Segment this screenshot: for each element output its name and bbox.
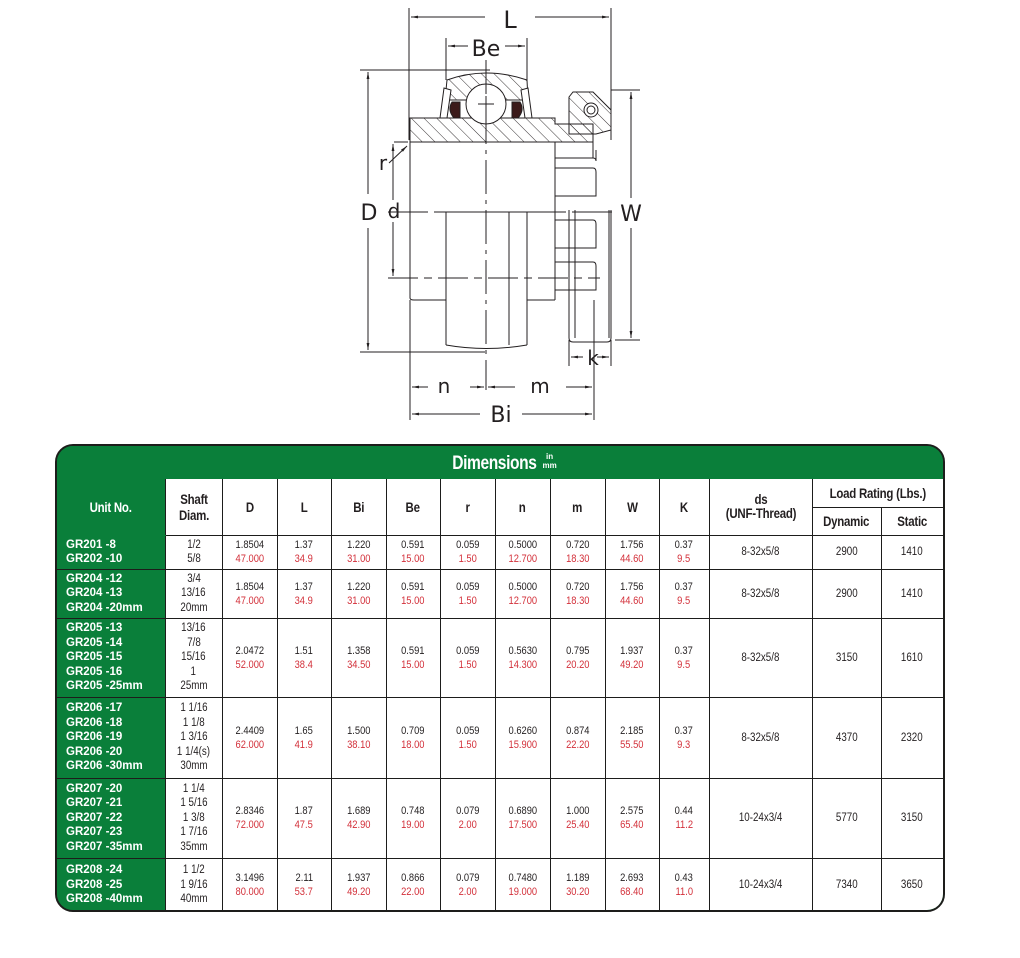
shaft-diam: 35mm	[179, 840, 208, 853]
unit-no: GR208 -40mm	[66, 893, 143, 905]
dim-n-mm: 12.700	[508, 553, 537, 565]
dim-Be-mm: 18.00	[401, 738, 425, 751]
dim-m-mm: 18.30	[565, 553, 590, 565]
unit-no: GR206 -17	[66, 702, 123, 715]
shaft-diam: 1/2	[186, 538, 201, 551]
shaft-diam: 1 5/16	[179, 797, 208, 810]
dim-D-mm: 72.000	[235, 819, 264, 831]
dim-Be-cell	[386, 569, 440, 618]
table-row	[57, 697, 943, 778]
unit-no: GR206 -19	[66, 731, 123, 744]
unit-no: GR208 -25	[66, 878, 123, 891]
dim-Bi-cell	[331, 618, 386, 697]
unit-no: GR204 -12	[66, 572, 123, 585]
dimension-r	[389, 146, 407, 163]
dim-n-mm: 14.300	[508, 658, 537, 671]
dim-W-in: 1.756	[620, 539, 644, 551]
dim-r-mm: 1.50	[458, 553, 477, 565]
dim-n-in: 0.6260	[508, 724, 537, 737]
dynamic-load-cell	[812, 697, 881, 778]
shaft-diam: 30mm	[179, 760, 208, 773]
dynamic-load-cell	[812, 618, 881, 697]
shaft-diam-cell	[165, 778, 222, 858]
dynamic-load: 4370	[835, 731, 858, 744]
dim-W-mm: 65.40	[620, 819, 644, 831]
dim-n-cell	[495, 618, 550, 697]
unit-no: GR207 -23	[66, 826, 123, 839]
dim-L-mm: 34.9	[294, 594, 314, 607]
header-W: W	[605, 479, 659, 535]
dim-K-in: 0.37	[674, 539, 694, 551]
dim-D-in: 1.8504	[235, 539, 264, 551]
label-D: D	[360, 201, 378, 226]
dim-D-cell	[222, 535, 277, 569]
dim-K-cell	[659, 858, 709, 911]
table-row	[57, 535, 943, 569]
dim-W-in: 2.693	[620, 871, 644, 884]
dim-K-in: 0.37	[674, 724, 694, 737]
dim-Be-in: 0.748	[401, 805, 425, 817]
dim-r-cell	[440, 569, 495, 618]
dim-Bi-mm: 34.50	[346, 658, 371, 671]
dim-W-mm: 44.60	[620, 594, 644, 607]
unit-no: GR205 -25mm	[66, 680, 143, 693]
dim-W-in: 1.756	[620, 580, 644, 593]
dim-m-cell	[550, 569, 605, 618]
dim-n-mm: 12.700	[508, 594, 537, 607]
dim-m-in: 0.874	[565, 724, 590, 737]
unit-no: GR206 -18	[66, 716, 123, 729]
dim-n-in: 0.6890	[508, 805, 537, 817]
header-load-rating: Load Rating (Lbs.)	[812, 479, 943, 507]
dim-m-in: 1.000	[565, 805, 590, 817]
dim-D-mm: 62.000	[235, 738, 264, 751]
dim-D-in: 2.8346	[235, 805, 264, 817]
dim-L-mm: 38.4	[294, 658, 314, 671]
dim-Bi-mm: 31.00	[346, 553, 371, 565]
unit-no-cell	[57, 697, 165, 778]
header-n: n	[495, 479, 550, 535]
dim-m-mm: 25.40	[565, 819, 590, 831]
dim-n-cell	[495, 535, 550, 569]
dim-K-cell	[659, 778, 709, 858]
header-m: m	[550, 479, 605, 535]
header-L: L	[277, 479, 331, 535]
dynamic-load: 2900	[835, 587, 858, 600]
table-row	[57, 618, 943, 697]
dim-n-in: 0.5000	[508, 539, 537, 551]
dim-m-mm: 22.20	[565, 738, 590, 751]
shaft-diam: 1 1/8	[182, 716, 205, 729]
dim-L-in: 1.65	[294, 724, 314, 737]
dim-D-mm: 47.000	[235, 594, 264, 607]
dim-D-mm: 80.000	[235, 885, 264, 898]
table-row	[57, 569, 943, 618]
dim-Be-mm: 19.00	[401, 819, 425, 831]
dim-D-in: 2.0472	[235, 644, 264, 657]
table-body	[57, 535, 943, 911]
dim-n-mm: 17.500	[508, 819, 537, 831]
dim-r-in: 0.059	[455, 644, 480, 657]
static-load: 1410	[901, 546, 924, 558]
dim-Be-cell	[386, 618, 440, 697]
shaft-diam: 25mm	[179, 680, 208, 693]
dim-m-mm: 18.30	[565, 594, 590, 607]
dim-Bi-mm: 38.10	[346, 738, 371, 751]
dim-W-mm: 55.50	[620, 738, 644, 751]
dim-Bi-in: 1.358	[346, 644, 371, 657]
unit-no: GR206 -20	[66, 745, 123, 758]
dim-Bi-in: 1.689	[346, 805, 371, 817]
dim-K-cell	[659, 535, 709, 569]
dim-D-mm: 52.000	[235, 658, 264, 671]
dynamic-load-cell	[812, 535, 881, 569]
dim-K-mm: 9.5	[677, 658, 691, 671]
static-load-cell	[881, 778, 943, 858]
dim-Be-mm: 15.00	[401, 553, 425, 565]
dim-m-mm: 30.20	[565, 885, 590, 898]
shaft-diam: 20mm	[179, 601, 208, 614]
dim-L-mm: 53.7	[294, 885, 314, 898]
dim-D-in: 2.4409	[235, 724, 264, 737]
dim-Be-mm: 22.00	[401, 885, 425, 898]
shaft-diam: 3/4	[186, 572, 201, 585]
dim-D-in: 1.8504	[235, 580, 264, 593]
dim-D-cell	[222, 697, 277, 778]
dim-m-cell	[550, 697, 605, 778]
dim-Bi-cell	[331, 778, 386, 858]
dim-n-mm: 19.000	[508, 885, 537, 898]
static-load-cell	[881, 858, 943, 911]
dim-L-in: 1.51	[294, 644, 314, 657]
dim-r-mm: 2.00	[458, 819, 477, 831]
dim-Be-mm: 15.00	[401, 658, 425, 671]
shaft-diam: 1 1/4	[182, 782, 205, 795]
dim-m-cell	[550, 778, 605, 858]
dim-L-cell	[277, 569, 331, 618]
shaft-diam: 13/16	[181, 622, 206, 635]
unit-no-cell	[57, 535, 165, 569]
dim-Be-in: 0.866	[401, 871, 425, 884]
dynamic-load-cell	[812, 778, 881, 858]
ds-thread: 10-24x3/4	[738, 812, 783, 824]
dim-r-cell	[440, 697, 495, 778]
dim-Bi-cell	[331, 858, 386, 911]
dim-W-cell	[605, 778, 659, 858]
unit-no-cell	[57, 618, 165, 697]
dim-D-cell	[222, 858, 277, 911]
dim-r-cell	[440, 618, 495, 697]
dim-Bi-in: 1.937	[346, 871, 371, 884]
dim-K-in: 0.43	[674, 871, 694, 884]
dim-W-cell	[605, 535, 659, 569]
shaft-diam-cell	[165, 858, 222, 911]
table-title: Dimensions	[452, 453, 537, 474]
ds-thread: 8-32x5/8	[741, 587, 780, 600]
dim-W-cell	[605, 618, 659, 697]
dim-L-mm: 41.9	[294, 738, 314, 751]
unit-no: GR207 -20	[66, 782, 123, 795]
dim-L-in: 1.37	[294, 539, 314, 551]
unit-no: GR201 -8	[66, 538, 116, 551]
dim-Be-in: 0.591	[401, 580, 425, 593]
header-r: r	[440, 479, 495, 535]
dim-L-cell	[277, 618, 331, 697]
dim-K-cell	[659, 618, 709, 697]
shaft-diam: 13/16	[181, 587, 206, 600]
dim-K-mm: 9.5	[677, 594, 691, 607]
dim-Be-in: 0.591	[401, 644, 425, 657]
dynamic-load: 3150	[835, 651, 858, 664]
static-load-cell	[881, 569, 943, 618]
label-n: n	[437, 374, 451, 398]
dim-r-in: 0.059	[455, 724, 480, 737]
ds-thread-cell	[709, 569, 812, 618]
header-Bi: Bi	[331, 479, 386, 535]
shaft-diam: 5/8	[186, 553, 201, 565]
header-dynamic: Dynamic	[812, 507, 881, 535]
dim-Bi-cell	[331, 697, 386, 778]
dim-n-cell	[495, 569, 550, 618]
dim-K-cell	[659, 569, 709, 618]
dimensions-table-panel	[55, 444, 945, 912]
dim-K-mm: 9.3	[677, 738, 691, 751]
unit-no-cell	[57, 858, 165, 911]
static-load-cell	[881, 535, 943, 569]
ds-thread-cell	[709, 858, 812, 911]
dim-r-cell	[440, 778, 495, 858]
dim-Bi-mm: 49.20	[346, 885, 371, 898]
dim-m-cell	[550, 535, 605, 569]
dim-Bi-in: 1.220	[346, 539, 371, 551]
ds-thread: 8-32x5/8	[741, 546, 780, 558]
unit-no: GR205 -13	[66, 622, 123, 635]
dim-Bi-cell	[331, 535, 386, 569]
dim-r-in: 0.059	[455, 580, 480, 593]
dim-m-in: 0.720	[565, 580, 590, 593]
header-static: Static	[881, 507, 943, 535]
dim-Bi-mm: 42.90	[346, 819, 371, 831]
dim-L-in: 1.87	[294, 805, 314, 817]
dim-n-cell	[495, 778, 550, 858]
shaft-diam: 7/8	[186, 636, 201, 649]
dim-m-cell	[550, 618, 605, 697]
static-load: 2320	[901, 731, 924, 744]
unit-no: GR204 -13	[66, 587, 123, 600]
shaft-diam: 1	[190, 665, 197, 678]
dim-W-mm: 68.40	[620, 885, 644, 898]
dim-r-mm: 1.50	[458, 738, 477, 751]
dim-W-in: 2.185	[620, 724, 644, 737]
dim-m-cell	[550, 858, 605, 911]
shaft-diam-cell	[165, 569, 222, 618]
dim-D-cell	[222, 618, 277, 697]
dim-r-cell	[440, 535, 495, 569]
ds-thread: 8-32x5/8	[741, 731, 780, 744]
dynamic-load: 5770	[835, 812, 858, 824]
table-row	[57, 858, 943, 911]
dim-L-cell	[277, 697, 331, 778]
static-load: 1610	[901, 651, 924, 664]
ds-thread: 10-24x3/4	[738, 878, 783, 891]
dimensions-table	[57, 479, 943, 911]
dim-W-cell	[605, 569, 659, 618]
dim-n-in: 0.7480	[508, 871, 537, 884]
dim-m-in: 0.795	[565, 644, 590, 657]
shaft-diam: 1 3/8	[182, 811, 205, 824]
label-W: W	[620, 202, 642, 227]
dim-K-mm: 9.5	[677, 553, 691, 565]
shaft-diam: 1 1/4(s)	[176, 745, 211, 758]
dynamic-load: 2900	[835, 546, 858, 558]
header-D: D	[222, 479, 277, 535]
unit-no: GR208 -24	[66, 864, 123, 876]
dim-n-in: 0.5630	[508, 644, 537, 657]
dim-D-in: 3.1496	[235, 871, 264, 884]
unit-no: GR207 -21	[66, 797, 123, 810]
dim-W-mm: 49.20	[620, 658, 644, 671]
unit-no-cell	[57, 569, 165, 618]
unit-no: GR207 -35mm	[66, 840, 143, 853]
dim-D-cell	[222, 778, 277, 858]
unit-no: GR204 -20mm	[66, 601, 143, 614]
shaft-diam: 1 7/16	[179, 826, 208, 839]
dim-Be-in: 0.709	[401, 724, 425, 737]
units-indicator	[542, 452, 556, 470]
static-load-cell	[881, 697, 943, 778]
shaft-diam: 1 3/16	[179, 731, 208, 744]
static-load: 1410	[901, 587, 924, 600]
shaft-diam: 15/16	[181, 651, 206, 664]
header-shaft-diam: Shaft Diam.	[165, 479, 222, 535]
unit-no: GR202 -10	[66, 553, 123, 565]
unit-no: GR206 -30mm	[66, 760, 143, 773]
dynamic-load: 7340	[835, 878, 858, 891]
dim-Be-in: 0.591	[401, 539, 425, 551]
shaft-diam: 1 1/2	[182, 864, 205, 876]
shaft-diam-cell	[165, 535, 222, 569]
dim-L-in: 1.37	[294, 580, 314, 593]
dim-Bi-in: 1.220	[346, 580, 371, 593]
dim-W-in: 2.575	[620, 805, 644, 817]
dim-Bi-mm: 31.00	[346, 594, 371, 607]
unit-no: GR205 -14	[66, 636, 123, 649]
shaft-diam-cell	[165, 697, 222, 778]
dim-K-mm: 11.2	[675, 819, 693, 831]
dim-r-in: 0.059	[455, 539, 480, 551]
unit-no-cell	[57, 778, 165, 858]
label-d: d	[387, 199, 401, 223]
dim-m-mm: 20.20	[565, 658, 590, 671]
dim-r-mm: 1.50	[458, 658, 477, 671]
dim-Be-cell	[386, 697, 440, 778]
dynamic-load-cell	[812, 569, 881, 618]
dim-Bi-in: 1.500	[346, 724, 371, 737]
label-m: m	[530, 374, 550, 398]
units-in: in	[546, 452, 554, 461]
bearing-unit-diagram	[355, 0, 655, 432]
dim-L-mm: 47.5	[294, 819, 314, 831]
dim-W-mm: 44.60	[620, 553, 644, 565]
dim-L-cell	[277, 535, 331, 569]
static-load: 3150	[901, 812, 924, 824]
ds-thread-cell	[709, 618, 812, 697]
dim-n-mm: 15.900	[508, 738, 537, 751]
dim-Bi-cell	[331, 569, 386, 618]
dim-n-cell	[495, 858, 550, 911]
unit-no: GR205 -16	[66, 665, 123, 678]
dynamic-load-cell	[812, 858, 881, 911]
dim-L-in: 2.11	[295, 871, 313, 884]
dim-L-cell	[277, 778, 331, 858]
ds-thread-cell	[709, 697, 812, 778]
dim-m-in: 0.720	[565, 539, 590, 551]
unit-no: GR205 -15	[66, 651, 123, 664]
dim-L-cell	[277, 858, 331, 911]
header-K: K	[659, 479, 709, 535]
dim-r-mm: 2.00	[458, 885, 477, 898]
dim-m-in: 1.189	[565, 871, 590, 884]
dim-K-in: 0.37	[674, 580, 694, 593]
table-row	[57, 778, 943, 858]
label-k: k	[587, 346, 599, 370]
dim-L-mm: 34.9	[294, 553, 314, 565]
dim-r-in: 0.079	[455, 805, 480, 817]
static-load-cell	[881, 618, 943, 697]
label-r: r	[378, 151, 388, 175]
dim-K-in: 0.44	[674, 805, 694, 817]
dim-Be-cell	[386, 535, 440, 569]
dim-K-mm: 11.0	[675, 885, 693, 898]
dim-n-in: 0.5000	[508, 580, 537, 593]
dim-K-cell	[659, 697, 709, 778]
dim-n-cell	[495, 697, 550, 778]
label-Be: Be	[471, 37, 501, 62]
shaft-diam: 1 1/16	[179, 702, 208, 715]
dim-Be-cell	[386, 858, 440, 911]
unit-no: GR207 -22	[66, 811, 123, 824]
dim-Be-mm: 15.00	[401, 594, 425, 607]
header-ds-thread: ds (UNF-Thread)	[709, 479, 812, 535]
ds-thread: 8-32x5/8	[741, 651, 780, 664]
dim-W-cell	[605, 697, 659, 778]
shaft-diam: 1 9/16	[179, 878, 208, 891]
dim-W-cell	[605, 858, 659, 911]
header-unit-no: Unit No.	[57, 479, 165, 535]
dim-K-in: 0.37	[674, 644, 694, 657]
header-Be: Be	[386, 479, 440, 535]
static-load: 3650	[901, 878, 924, 891]
shaft-diam: 40mm	[179, 893, 208, 905]
dim-D-mm: 47.000	[235, 553, 264, 565]
table-title-bar	[57, 446, 943, 479]
dim-Be-cell	[386, 778, 440, 858]
dim-r-cell	[440, 858, 495, 911]
ds-thread-cell	[709, 778, 812, 858]
dim-D-cell	[222, 569, 277, 618]
units-mm: mm	[542, 461, 557, 470]
dim-r-in: 0.079	[455, 871, 480, 884]
dim-W-in: 1.937	[620, 644, 644, 657]
dimension-n-m-Bi	[410, 300, 594, 420]
label-Bi: Bi	[490, 403, 512, 428]
ds-thread-cell	[709, 535, 812, 569]
dim-r-mm: 1.50	[458, 594, 477, 607]
label-L: L	[503, 6, 517, 34]
shaft-diam-cell	[165, 618, 222, 697]
